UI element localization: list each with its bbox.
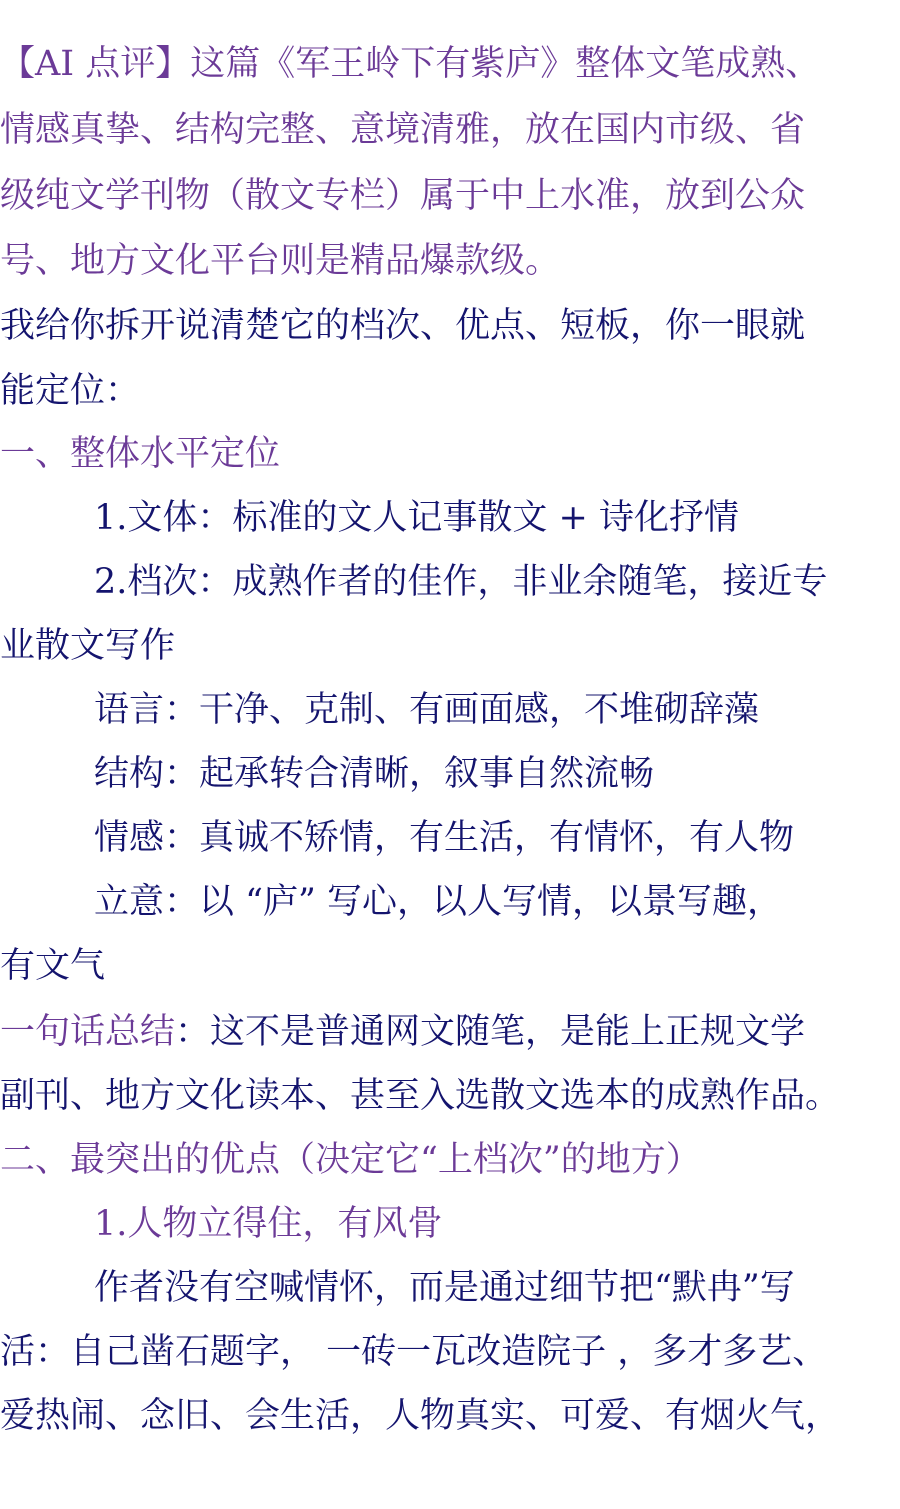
- section-1-item-2-cont: 业散文写作: [0, 626, 176, 666]
- section-1-heading: 一、整体水平定位: [0, 434, 281, 474]
- lead-line-2: 能定位：: [0, 371, 141, 411]
- section-1-item-1: 1.文体：标准的文人记事散文 + 诗化抒情: [94, 498, 739, 538]
- structure-point: 结构：起承转合清晰，叙事自然流畅: [94, 754, 655, 794]
- section-2-heading: 二、最突出的优点（决定它“上档次”的地方）: [0, 1140, 701, 1180]
- paragraph-line-3: 爱热闹、念旧、会生活，人物真实、可爱、有烟火气，: [0, 1396, 841, 1436]
- summary-cont: 副刊、地方文化读本、甚至入选散文选本的成熟作品。: [0, 1076, 841, 1116]
- section-1-item-2: 2.档次：成熟作者的佳作，非业余随笔，接近专: [94, 562, 828, 602]
- intro-line-4: 号、地方文化平台则是精品爆款级。: [0, 241, 561, 281]
- intro-line-1: 【AI 点评】这篇《军王岭下有紫庐》整体文笔成熟、: [0, 44, 821, 84]
- emotion-point: 情感：真诚不矫情，有生活，有情怀，有人物: [94, 818, 795, 858]
- paragraph-line-1: 作者没有空喊情怀，而是通过细节把“默冉”写: [94, 1268, 795, 1308]
- intro-line-2: 情感真挚、结构完整、意境清雅，放在国内市级、省: [0, 110, 806, 150]
- theme-point-cont: 有文气: [0, 946, 106, 986]
- summary-line: [0, 1008, 900, 1056]
- lead-line-1: 我给你拆开说清楚它的档次、优点、短板，你一眼就: [0, 306, 806, 346]
- intro-line-3: 级纯文学刊物（散文专栏）属于中上水准，放到公众: [0, 176, 806, 216]
- theme-point: 立意：以 “庐” 写心，以人写情，以景写趣，: [94, 882, 783, 922]
- language-point: 语言：干净、克制、有画面感，不堆砌辞藻: [94, 690, 760, 730]
- summary-text: ：这不是普通网文随笔，是能上正规文学: [175, 1012, 806, 1052]
- paragraph-line-2: 活：自己凿石题字， 一砖一瓦改造院子 ，多才多艺、: [0, 1332, 828, 1372]
- summary-label: 一句话总结: [0, 1012, 176, 1052]
- section-2-item-1: 1.人物立得住，有风骨: [94, 1204, 443, 1244]
